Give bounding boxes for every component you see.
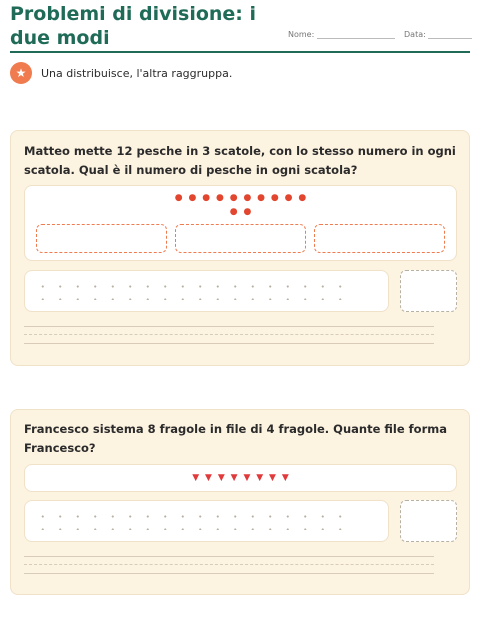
peach-icon: ●	[188, 193, 197, 203]
tip-text: Una distribuisce, l'altra raggruppa.	[41, 66, 233, 80]
star-icon: ★	[10, 62, 32, 84]
strawberry-icon: ▼	[281, 473, 289, 483]
fruit-row-1	[25, 472, 456, 484]
group-box-2[interactable]	[175, 224, 306, 253]
writing-line	[24, 326, 434, 327]
strawberry-icon: ▼	[230, 473, 238, 483]
problem-question: Matteo mette 12 pesche in 3 scatole, con lo stesso numero in ogni scatola. Qual è il numero di pesche in ogni scatola?	[24, 144, 456, 177]
writing-line-dashed	[24, 334, 434, 335]
strawberry-icon: ▼	[243, 473, 251, 483]
peach-icon: ●	[215, 193, 224, 203]
dot-grid	[34, 510, 344, 530]
peach-icon: ●	[257, 193, 266, 203]
peach-icon: ●	[298, 193, 307, 203]
strawberry-icon: ▼	[256, 473, 264, 483]
peach-icon: ●	[243, 193, 252, 203]
page-title: Problemi di divisione: i due modi	[10, 3, 257, 49]
fruit-row-2	[25, 206, 456, 218]
name-line	[317, 38, 395, 39]
problem-card-2	[10, 409, 470, 595]
name-field[interactable]	[288, 30, 395, 39]
peach-icon: ●	[229, 193, 238, 203]
problem-question: Francesco sistema 8 fragole in file di 4 fragole. Quante file forma Francesco?	[24, 422, 447, 455]
answer-box[interactable]	[400, 500, 457, 542]
group-box-3[interactable]	[314, 224, 445, 253]
illustration-panel	[24, 464, 457, 492]
date-field[interactable]	[404, 30, 472, 39]
title-divider	[10, 51, 470, 53]
work-area[interactable]	[24, 500, 389, 542]
strawberry-icon: ▼	[217, 473, 225, 483]
writing-line	[24, 343, 434, 344]
group-box-1[interactable]	[36, 224, 167, 253]
illustration-panel	[24, 185, 457, 261]
peach-icon: ●	[284, 193, 293, 203]
name-label: Nome:	[288, 30, 315, 39]
peach-icon: ●	[270, 193, 279, 203]
tip-banner	[10, 62, 232, 84]
peach-icon: ●	[229, 207, 238, 217]
problem-card-1	[10, 130, 470, 366]
writing-line	[24, 573, 434, 574]
peach-icon: ●	[174, 193, 183, 203]
peach-icon: ●	[202, 193, 211, 203]
date-label: Data:	[404, 30, 426, 39]
strawberry-icon: ▼	[205, 473, 212, 483]
strawberry-icon: ▼	[269, 473, 276, 483]
date-line	[428, 38, 472, 39]
fruit-row-1	[25, 192, 456, 204]
peach-icon: ●	[243, 207, 252, 217]
writing-line-dashed	[24, 564, 434, 565]
writing-line	[24, 556, 434, 557]
work-area[interactable]	[24, 270, 389, 312]
answer-box[interactable]	[400, 270, 457, 312]
strawberry-icon: ▼	[192, 473, 200, 483]
dot-grid	[34, 280, 344, 300]
